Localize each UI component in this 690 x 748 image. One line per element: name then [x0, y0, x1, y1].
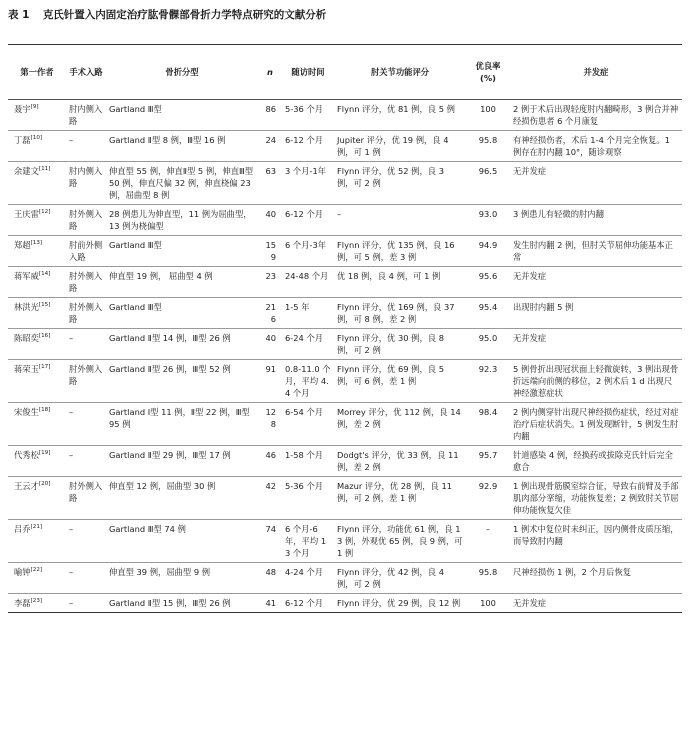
cell-fracture-text: 伸直型 19 例， 屈曲型 4 例: [109, 271, 213, 281]
cell-n: [258, 267, 282, 298]
cell-score: [334, 403, 466, 446]
reference-marker: [18]: [38, 407, 51, 414]
table-number: 表 1: [8, 9, 30, 21]
cell-fracture-text: 伸直型 55 例，伸直Ⅱ型 5 例，伸直Ⅲ型 50 例，伸直尺偏 32 例，伸直桡偏 23 例，屈曲型 8 例: [109, 166, 254, 200]
cell-fracture: [106, 298, 258, 329]
cell-score-text: –: [337, 209, 342, 219]
cell-complication: [510, 329, 682, 360]
cell-n-text: 216: [265, 302, 276, 324]
reference-marker: [14]: [38, 271, 51, 278]
cell-score-text: Flynn 评分，优 29 例，良 12 例: [337, 598, 461, 608]
reference-marker: [12]: [38, 209, 51, 216]
cell-complication: [510, 162, 682, 205]
cell-complication: [510, 520, 682, 563]
cell-followup-text: 1-58 个月: [285, 450, 324, 460]
col-header-followup: 随访时间: [282, 45, 334, 100]
cell-score: [334, 131, 466, 162]
cell-n: [258, 477, 282, 520]
cell-author-text: 郑超: [14, 240, 31, 250]
cell-author: [8, 267, 66, 298]
table-row: [8, 446, 682, 477]
cell-approach-text: 肘外侧入路: [69, 364, 103, 386]
cell-n: [258, 360, 282, 403]
reference-marker: [16]: [38, 333, 51, 340]
cell-score: [334, 563, 466, 594]
cell-approach-text: 肘内侧入路: [69, 104, 103, 126]
cell-score-text: Dodgt's 评分，优 33 例，良 11 例，差 2 例: [337, 450, 459, 472]
cell-followup-text: 6-54 个月: [285, 407, 324, 417]
cell-rate: [466, 329, 510, 360]
col-header-n: n: [258, 45, 282, 100]
cell-score: [334, 477, 466, 520]
cell-n: [258, 329, 282, 360]
cell-score: [334, 446, 466, 477]
cell-followup: [282, 594, 334, 613]
cell-fracture: [106, 477, 258, 520]
cell-fracture-text: 伸直型 39 例，屈曲型 9 例: [109, 567, 211, 577]
cell-author: [8, 162, 66, 205]
cell-complication-text: 有神经损伤者，术后 1-4 个月完全恢复。1 例存在肘内翻 10°，随诊观察: [513, 135, 670, 157]
table-title: 克氏针置入内固定治疗肱骨髁部骨折力学特点研究的文献分析: [42, 9, 327, 21]
cell-followup-text: 6-12 个月: [285, 135, 324, 145]
cell-complication-text: 3 例患儿有轻微的肘内翻: [513, 209, 604, 219]
cell-approach-text: –: [69, 598, 74, 608]
cell-approach: [66, 403, 106, 446]
reference-marker: [23]: [30, 598, 43, 605]
table-row: [8, 100, 682, 131]
cell-score: [334, 100, 466, 131]
cell-rate: [466, 563, 510, 594]
cell-n: [258, 446, 282, 477]
cell-score-text: Flynn 评分，优 81 例，良 5 例: [337, 104, 455, 114]
cell-fracture: [106, 520, 258, 563]
cell-rate: [466, 360, 510, 403]
cell-fracture-text: Gartland Ⅱ型 8 例，Ⅲ型 16 例: [109, 135, 226, 145]
table-row: [8, 205, 682, 236]
cell-score: [334, 236, 466, 267]
cell-fracture: [106, 329, 258, 360]
cell-followup: [282, 329, 334, 360]
cell-fracture-text: Gartland Ⅱ型 29 例，Ⅲ型 17 例: [109, 450, 231, 460]
cell-followup-text: 6 个月-6 年，平均 13 个月: [285, 524, 327, 558]
cell-fracture: [106, 563, 258, 594]
cell-approach: [66, 360, 106, 403]
cell-followup-text: 24-48 个月: [285, 271, 329, 281]
cell-rate: [466, 162, 510, 205]
cell-rate-text: 96.5: [478, 166, 498, 176]
cell-rate-text: 100: [480, 598, 496, 608]
cell-author: [8, 477, 66, 520]
cell-complication-text: 1 例术中复位时未纠正，因内侧骨皮质压缩，而导致肘内翻: [513, 524, 679, 546]
table-row: [8, 329, 682, 360]
cell-complication: [510, 100, 682, 131]
table-row: [8, 360, 682, 403]
cell-score-text: Flynn 评分，优 52 例，良 3 例，可 2 例: [337, 166, 444, 188]
cell-score-text: Morrey 评分，优 112 例，良 14 例，差 2 例: [337, 407, 461, 429]
cell-approach-text: 肘外侧入路: [69, 271, 103, 293]
cell-n-text: 40: [265, 333, 276, 343]
reference-marker: [21]: [30, 524, 43, 531]
table-row: [8, 298, 682, 329]
cell-rate: [466, 446, 510, 477]
cell-followup-text: 5-36 个月: [285, 481, 324, 491]
cell-fracture-text: 28 例患儿为伸直型，11 例为屈曲型，13 例为桡偏型: [109, 209, 252, 231]
cell-author-text: 王庆雷: [14, 209, 39, 219]
cell-approach-text: –: [69, 567, 74, 577]
cell-rate-text: 95.4: [478, 302, 498, 312]
cell-n: [258, 520, 282, 563]
cell-fracture-text: Gartland Ⅱ型 14 例，Ⅲ型 26 例: [109, 333, 231, 343]
cell-score: [334, 162, 466, 205]
cell-followup-text: 6-12 个月: [285, 209, 324, 219]
cell-n-text: 41: [265, 598, 276, 608]
cell-complication: [510, 205, 682, 236]
cell-rate-text: 95.8: [478, 567, 498, 577]
cell-rate: [466, 477, 510, 520]
cell-complication: [510, 298, 682, 329]
cell-n: [258, 162, 282, 205]
cell-fracture: [106, 236, 258, 267]
cell-complication: [510, 563, 682, 594]
cell-rate-text: 95.6: [478, 271, 498, 281]
cell-complication-text: 5 例骨折出现冠状面上轻微旋转，3 例出现骨折远端向前侧的移位，2 例术后 1 d 出现尺神经激惹症状: [513, 364, 679, 398]
table-caption: [8, 8, 682, 22]
cell-fracture: [106, 205, 258, 236]
cell-rate-text: 98.4: [478, 407, 498, 417]
cell-author-text: 王云才: [14, 481, 39, 491]
cell-author-text: 丁磊: [14, 135, 31, 145]
cell-fracture-text: Gartland Ⅱ型 15 例，Ⅲ型 26 例: [109, 598, 231, 608]
reference-marker: [15]: [38, 302, 51, 309]
cell-score: [334, 594, 466, 613]
cell-n: [258, 298, 282, 329]
cell-followup: [282, 446, 334, 477]
cell-rate-text: 92.3: [478, 364, 498, 374]
cell-followup: [282, 563, 334, 594]
cell-score-text: Flynn 评分，优 69 例，良 5 例，可 6 例，差 1 例: [337, 364, 444, 386]
cell-author: [8, 236, 66, 267]
cell-approach: [66, 162, 106, 205]
cell-followup-text: 5-36 个月: [285, 104, 324, 114]
cell-complication-text: 1 例出现骨筋膜室综合征，导致右前臂及手部肌肉部分挛缩，功能恢复差；2 例致肘关节屈伸功能恢复欠佳: [513, 481, 679, 515]
cell-fracture-text: Gartland Ⅲ型 74 例: [109, 524, 186, 534]
cell-n-text: 159: [265, 240, 276, 262]
cell-approach-text: –: [69, 524, 74, 534]
table-row: [8, 131, 682, 162]
table-body: [8, 100, 682, 613]
cell-author: [8, 131, 66, 162]
cell-approach-text: –: [69, 407, 74, 417]
col-header-complication: 并发症: [510, 45, 682, 100]
cell-complication: [510, 360, 682, 403]
cell-n: [258, 236, 282, 267]
cell-complication: [510, 403, 682, 446]
cell-approach: [66, 446, 106, 477]
cell-score: [334, 298, 466, 329]
cell-score-text: Flynn 评分，功能优 61 例，良 13 例，外观优 65 例，良 9 例，可 1 例: [337, 524, 463, 558]
cell-fracture: [106, 446, 258, 477]
cell-complication-text: 针道感染 4 例，经换药或拔除克氏针后完全愈合: [513, 450, 673, 472]
cell-complication: [510, 131, 682, 162]
cell-fracture: [106, 360, 258, 403]
cell-followup: [282, 100, 334, 131]
cell-rate: [466, 236, 510, 267]
cell-author: [8, 100, 66, 131]
reference-marker: [22]: [30, 567, 43, 574]
reference-marker: [11]: [38, 166, 51, 173]
reference-marker: [13]: [30, 240, 43, 247]
cell-followup-text: 0.8-11.0 个月，平均 4.4 个月: [285, 364, 331, 398]
cell-score: [334, 205, 466, 236]
table-row: [8, 563, 682, 594]
cell-author: [8, 329, 66, 360]
cell-approach: [66, 520, 106, 563]
cell-score-text: Flynn 评分，优 30 例，良 8 例，可 2 例: [337, 333, 444, 355]
cell-author: [8, 360, 66, 403]
cell-rate: [466, 205, 510, 236]
cell-rate-text: 93.0: [478, 209, 498, 219]
cell-approach-text: –: [69, 135, 74, 145]
cell-approach: [66, 236, 106, 267]
cell-score: [334, 267, 466, 298]
cell-approach-text: 肘外侧入路: [69, 209, 103, 231]
col-header-fracture: 骨折分型: [106, 45, 258, 100]
table-row: [8, 477, 682, 520]
table-header-row: [8, 45, 682, 100]
cell-approach: [66, 594, 106, 613]
cell-approach-text: 肘前外侧入路: [69, 240, 103, 262]
cell-fracture-text: Gartland Ⅲ型: [109, 302, 162, 312]
cell-approach-text: 肘外侧入路: [69, 481, 103, 503]
cell-complication-text: 无并发症: [513, 166, 547, 176]
cell-followup: [282, 520, 334, 563]
cell-complication-text: 2 例内侧穿针出现尺神经损伤症状，经过对症治疗后症状消失。1 例发现断针，5 例发生肘内翻: [513, 407, 679, 441]
cell-approach: [66, 477, 106, 520]
cell-approach: [66, 298, 106, 329]
cell-approach: [66, 563, 106, 594]
table-row: [8, 520, 682, 563]
cell-author-text: 余建文: [14, 166, 39, 176]
cell-author: [8, 298, 66, 329]
cell-score-text: Flynn 评分，优 135 例，良 16 例，可 5 例，差 3 例: [337, 240, 455, 262]
cell-author-text: 陈昭奕: [14, 333, 39, 343]
table-row: [8, 267, 682, 298]
cell-approach: [66, 329, 106, 360]
cell-complication-text: 无并发症: [513, 271, 547, 281]
cell-approach: [66, 267, 106, 298]
cell-n: [258, 594, 282, 613]
cell-rate: [466, 131, 510, 162]
reference-marker: [19]: [38, 450, 51, 457]
cell-n-text: 46: [265, 450, 276, 460]
cell-followup: [282, 131, 334, 162]
cell-author-text: 林洪光: [14, 302, 39, 312]
cell-n: [258, 131, 282, 162]
cell-followup: [282, 360, 334, 403]
cell-n-text: 63: [265, 166, 276, 176]
cell-n-text: 128: [265, 407, 276, 429]
cell-fracture: [106, 267, 258, 298]
cell-followup: [282, 267, 334, 298]
cell-n-text: 40: [265, 209, 276, 219]
cell-fracture: [106, 403, 258, 446]
cell-followup: [282, 205, 334, 236]
cell-rate-text: 94.9: [478, 240, 498, 250]
cell-author: [8, 520, 66, 563]
cell-fracture: [106, 162, 258, 205]
cell-followup: [282, 403, 334, 446]
cell-rate: [466, 594, 510, 613]
cell-approach-text: 肘内侧入路: [69, 166, 103, 188]
cell-author: [8, 205, 66, 236]
cell-rate: [466, 267, 510, 298]
col-header-approach: 手术入路: [66, 45, 106, 100]
cell-followup-text: 4-24 个月: [285, 567, 324, 577]
cell-complication: [510, 594, 682, 613]
reference-marker: [9]: [30, 104, 39, 111]
cell-score-text: Mazur 评分，优 28 例，良 11 例，可 2 例，差 1 例: [337, 481, 453, 503]
reference-marker: [17]: [38, 364, 51, 371]
cell-approach-text: –: [69, 450, 74, 460]
cell-n-text: 23: [265, 271, 276, 281]
cell-followup: [282, 236, 334, 267]
col-header-author: 第一作者: [8, 45, 66, 100]
cell-n: [258, 403, 282, 446]
cell-score-text: Flynn 评分，优 42 例，良 4 例，可 2 例: [337, 567, 444, 589]
cell-author-text: 喻钟: [14, 567, 31, 577]
cell-author-text: 代秀松: [14, 450, 39, 460]
cell-author-text: 宋俊生: [14, 407, 39, 417]
cell-author: [8, 403, 66, 446]
cell-complication-text: 出现肘内翻 5 例: [513, 302, 574, 312]
cell-complication: [510, 236, 682, 267]
cell-followup-text: 6 个月-3年: [285, 240, 327, 250]
reference-marker: [20]: [38, 481, 51, 488]
cell-approach: [66, 131, 106, 162]
cell-rate: [466, 520, 510, 563]
cell-followup: [282, 477, 334, 520]
cell-n: [258, 563, 282, 594]
cell-rate: [466, 298, 510, 329]
cell-fracture-text: Gartland Ⅲ型: [109, 104, 162, 114]
cell-n-text: 74: [265, 524, 276, 534]
cell-approach: [66, 100, 106, 131]
cell-n-text: 91: [265, 364, 276, 374]
cell-author: [8, 563, 66, 594]
cell-score-text: 优 18 例，良 4 例，可 1 例: [337, 271, 441, 281]
table-row: [8, 236, 682, 267]
table-row: [8, 162, 682, 205]
cell-author-text: 蒋军威: [14, 271, 39, 281]
cell-complication-text: 2 例于术后出现轻度肘内翻畸形，3 例合并神经损伤患者 6 个月康复: [513, 104, 679, 126]
cell-complication: [510, 477, 682, 520]
table-row: [8, 594, 682, 613]
cell-score: [334, 360, 466, 403]
cell-complication-text: 尺神经损伤 1 例，2 个月后恢复: [513, 567, 632, 577]
cell-followup-text: 1-5 年: [285, 302, 310, 312]
cell-fracture-text: Gartland Ⅲ型: [109, 240, 162, 250]
cell-score: [334, 520, 466, 563]
cell-fracture-text: Gartland Ⅰ型 11 例，Ⅱ型 22 例，Ⅲ型 95 例: [109, 407, 250, 429]
cell-rate-text: 95.7: [478, 450, 498, 460]
cell-followup-text: 6-12 个月: [285, 598, 324, 608]
col-header-score: 肘关节功能评分: [334, 45, 466, 100]
col-header-rate: 优良率(%): [466, 45, 510, 100]
cell-approach-text: 肘外侧入路: [69, 302, 103, 324]
table-row: [8, 403, 682, 446]
cell-complication-text: 发生肘内翻 2 例，但肘关节屈伸功能基本正常: [513, 240, 673, 262]
cell-n-text: 48: [265, 567, 276, 577]
cell-score-text: Jupiter 评分，优 19 例，良 4 例，可 1 例: [337, 135, 449, 157]
cell-approach-text: –: [69, 333, 74, 343]
cell-n: [258, 100, 282, 131]
cell-approach: [66, 205, 106, 236]
cell-n: [258, 205, 282, 236]
cell-score: [334, 329, 466, 360]
cell-author-text: 吕乔: [14, 524, 31, 534]
cell-n-text: 24: [265, 135, 276, 145]
cell-author-text: 聂宇: [14, 104, 31, 114]
cell-rate: [466, 100, 510, 131]
cell-followup-text: 3 个月-1年: [285, 166, 327, 176]
cell-author-text: 李磊: [14, 598, 31, 608]
cell-complication-text: 无并发症: [513, 333, 547, 343]
cell-followup: [282, 298, 334, 329]
cell-n-text: 42: [265, 481, 276, 491]
cell-fracture: [106, 100, 258, 131]
cell-complication: [510, 267, 682, 298]
cell-followup: [282, 162, 334, 205]
cell-score-text: Flynn 评分，优 169 例，良 37 例，可 8 例，差 2 例: [337, 302, 455, 324]
cell-rate-text: 95.8: [478, 135, 498, 145]
cell-author: [8, 446, 66, 477]
literature-table: [8, 44, 682, 613]
cell-fracture-text: 伸直型 12 例，屈曲型 30 例: [109, 481, 216, 491]
cell-fracture-text: Gartland Ⅱ型 26 例，Ⅲ型 52 例: [109, 364, 231, 374]
cell-rate-text: 100: [480, 104, 496, 114]
cell-n-text: 86: [265, 104, 276, 114]
cell-complication-text: 无并发症: [513, 598, 547, 608]
reference-marker: [10]: [30, 135, 43, 142]
cell-rate-text: 92.9: [478, 481, 498, 491]
cell-fracture: [106, 594, 258, 613]
cell-rate-text: –: [485, 524, 491, 534]
cell-followup-text: 6-24 个月: [285, 333, 324, 343]
cell-author: [8, 594, 66, 613]
cell-rate: [466, 403, 510, 446]
cell-author-text: 蒋荣玉: [14, 364, 39, 374]
cell-rate-text: 95.0: [478, 333, 498, 343]
cell-fracture: [106, 131, 258, 162]
cell-complication: [510, 446, 682, 477]
